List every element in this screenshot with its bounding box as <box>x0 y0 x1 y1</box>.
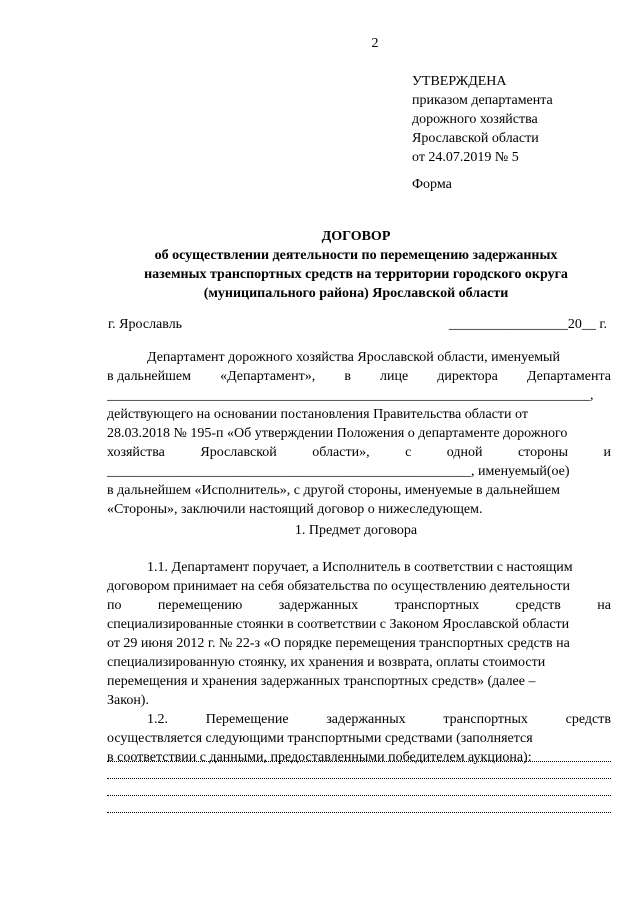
fill-in-line <box>107 812 611 813</box>
text-line: Закон). <box>107 693 149 708</box>
approval-line: Ярославской области <box>412 131 539 146</box>
title-line: об осуществлении деятельности по перемещению задержанных <box>154 248 558 263</box>
clause-1-2 <box>107 710 611 767</box>
fill-in-line <box>107 795 611 796</box>
text-line: от 29 июня 2012 г. № 22-з «О порядке перемещения транспортных средств на <box>107 636 570 651</box>
text-line: 1.2. Перемещение задержанных транспортных средств <box>147 712 611 727</box>
title-line: ДОГОВОР <box>321 229 391 244</box>
approval-line: дорожного хозяйства <box>412 112 538 127</box>
document-title <box>100 227 612 303</box>
text-line: перемещения и хранения задержанных транспортных средств» (далее – <box>107 674 536 689</box>
contract-city: г. Ярославль <box>108 317 183 332</box>
text-line: хозяйства Ярославской области», с одной стороны и <box>107 445 611 460</box>
text-line: договором принимает на себя обязательства по осуществлению деятельности <box>107 579 570 594</box>
text-line: в соответствии с данными, предоставленными победителем аукциона): <box>107 750 532 765</box>
approval-line: УТВЕРЖДЕНА <box>412 74 507 89</box>
text-line: 28.03.2018 № 195-п «Об утверждении Положения о департаменте дорожного <box>107 426 568 441</box>
fill-in-line <box>107 761 611 762</box>
text-line: по перемещению задержанных транспортных средств на <box>107 598 611 613</box>
text-line: в дальнейшем «Исполнитель», с другой стороны, именуемые в дальнейшем <box>107 483 560 498</box>
text-line: специализированную стоянку, их хранения и возврата, оплаты стоимости <box>107 655 546 670</box>
approval-line: приказом департамента <box>412 93 553 108</box>
form-label: Форма <box>412 177 452 192</box>
text-line: 1.1. Департамент поручает, а Исполнитель в соответствии с настоящим <box>147 560 573 575</box>
clause-1-1 <box>107 558 611 710</box>
title-line: наземных транспортных средств на территории городского округа <box>144 267 568 282</box>
approval-stamp <box>412 72 553 167</box>
text-line: ____________________________________________________, именуемый(ое) <box>107 464 570 479</box>
text-line: Департамент дорожного хозяйства Ярославской области, именуемый <box>147 350 560 365</box>
text-line: действующего на основании постановления Правительства области от <box>107 407 528 422</box>
fill-in-line <box>107 778 611 779</box>
section-1-heading: 1. Предмет договора <box>294 523 418 538</box>
contract-date: _________________20__ г. <box>448 317 607 332</box>
intro-paragraph <box>107 348 611 519</box>
page-number: 2 <box>371 36 379 51</box>
title-line: (муниципального района) Ярославской области <box>203 286 509 301</box>
text-line: специализированные стоянки в соответствии с Законом Ярославской области <box>107 617 570 632</box>
text-line: в дальнейшем «Департамент», в лице директора Департамента <box>107 369 611 384</box>
text-line: осуществляется следующими транспортными средствами (заполняется <box>107 731 533 746</box>
text-line: «Стороны», заключили настоящий договор о нижеследующем. <box>107 502 483 517</box>
approval-line: от 24.07.2019 № 5 <box>412 150 519 165</box>
text-line: _____________________________________________________________________, <box>107 388 594 403</box>
